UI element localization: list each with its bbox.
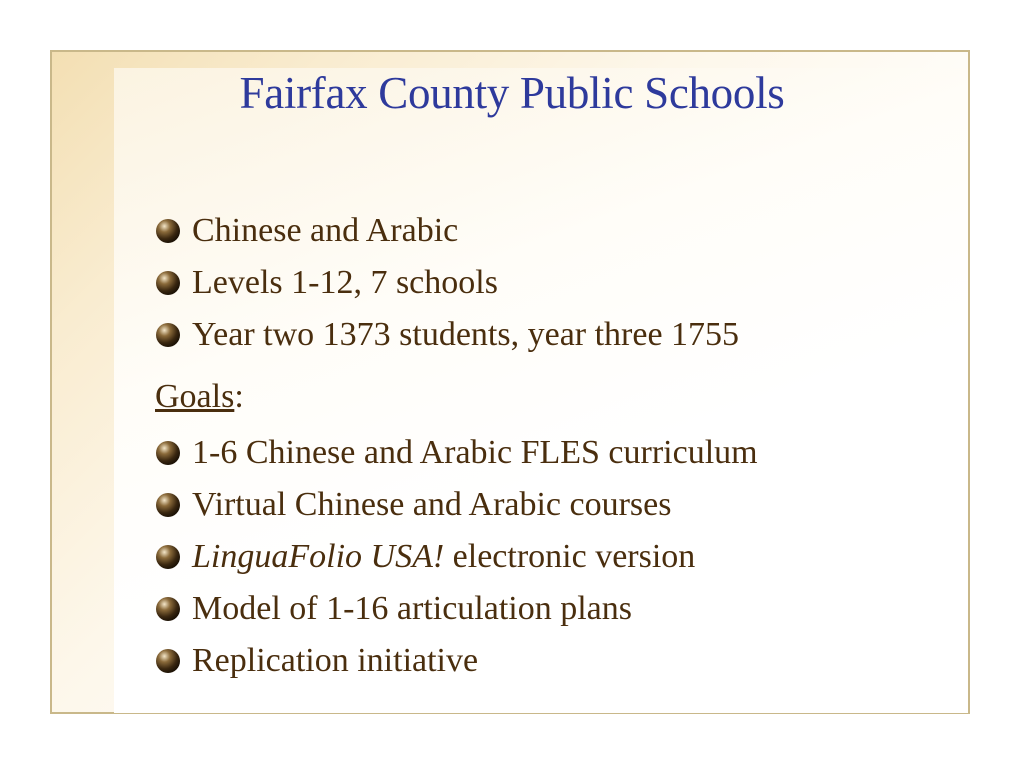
bullet-item <box>155 309 955 361</box>
bullet-item <box>155 479 955 531</box>
sphere-bullet-icon <box>155 270 181 296</box>
sphere-bullet-icon <box>155 322 181 348</box>
slide-content <box>155 205 955 687</box>
bullet-text: Levels 1-12, 7 schools <box>192 264 498 301</box>
bullet-text: 1-6 Chinese and Arabic FLES curriculum <box>192 434 758 471</box>
bullet-text: Replication initiative <box>192 642 479 679</box>
bullet-item <box>155 257 955 309</box>
sphere-bullet-icon <box>155 440 181 466</box>
bullet-item <box>155 635 955 687</box>
bullet-text: Virtual Chinese and Arabic courses <box>192 486 672 523</box>
goals-label: Goals <box>155 378 235 415</box>
sphere-bullet-icon <box>155 544 181 570</box>
bullet-text: Model of 1-16 articulation plans <box>192 590 633 627</box>
bullet-italic-text: LinguaFolio USA! <box>192 538 445 575</box>
bullet-text: Chinese and Arabic <box>192 212 459 249</box>
bullet-text: Year two 1373 students, year three 1755 <box>192 316 740 353</box>
bullet-item <box>155 427 955 479</box>
sphere-bullet-icon <box>155 492 181 518</box>
slide-title: Fairfax County Public Schools <box>239 68 785 118</box>
bullet-item <box>155 531 955 583</box>
sphere-bullet-icon <box>155 218 181 244</box>
bullet-text: electronic version <box>444 538 696 575</box>
bullet-item <box>155 583 955 635</box>
sphere-bullet-icon <box>155 596 181 622</box>
goals-colon: : <box>234 378 244 415</box>
sphere-bullet-icon <box>155 648 181 674</box>
goals-heading <box>155 361 955 427</box>
bullet-item <box>155 205 955 257</box>
